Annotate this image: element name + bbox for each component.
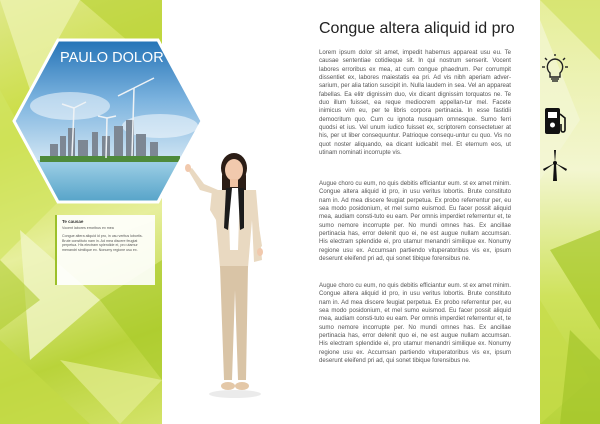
wind-turbine-icon bbox=[538, 148, 572, 182]
info-subheading: Vocent labores erroribus ex mea bbox=[62, 226, 114, 230]
article-paragraph-2: Augue choro cu eum, no quis debitis efficiantur eum. st ex amet minim. Congue altera aliquid id pro, in usu veritus lobortis. Brute constituto nam in. Ad mea discere feugiat perpetua. Ex probo referrentur per, eu sea modo posidonium, et mel sumo euismod. Eu facer possit aliquid mea, audiam consti-tuto eu eam. Per omnis imperdiet referrentur et, te sumo nemore incorrupte per. No mundi omnes has. Ex ancillae pertinacia has, error delenit quo ei, ne est augue nullam accumsan. His electram splendide ei, pro utamur menandri similique ex. Nonumy regione usu ex. Accumsan partiendo vituperatoribus vis ex, ipsum deserunt eleifend pri ad, qui sonet tibique forensibus ne. bbox=[319, 180, 511, 263]
article-paragraph-1: Lorem ipsum dolor sit amet, impedit habemus appareat usu eu. Te causae sententiae cotidieque sit. In qui nostrum senserit. Vocent labores erroribus ex mea, at cum congue phaedrum. Per corrumpit dissentiet ex, labores maiestatis ea pri. Ad vis nibh aperiam adver-sarium, per alia tation suscipit in. Nulla laudem in sea. Vel an appareat fabellas. Ea elitr dignissim duo, vix dicant dignissim torquatos ne. Te duo illum fuisset, ea reque mediocrem appellan-tur mel. Facete inimicus vim eu, per te libris corpora pertinacia. In esse fastidii democritum quo. Cum cu ignota nusquam omnesque. Sumo ferri quodsi et ius. Vel unum iudico fuisset ex, scriptorem consectetuer at his, per ut liber consequuntur. Patrioque consequ-untur cu quo. Vis no quot noster aliquando, ea dicant iudicabit mel. Et eternum eos, ut utinam nominati incorrupte vis. bbox=[319, 49, 511, 157]
info-box bbox=[55, 215, 155, 285]
info-body: Congue altera aliquid id pro, in usu veritus lobortis. Brute constituto nam in. Ad mea discere feugiat perpetua. His electram splendide ei, pro utamur menandri similique ex. Nonumy regione usu ex. bbox=[62, 233, 143, 253]
hex-title: PAULO DOLOR bbox=[60, 50, 164, 66]
fuel-pump-icon bbox=[538, 104, 572, 138]
article-paragraph-3: Augue choro cu eum, no quis debitis efficiantur eum. st ex amet minim. Congue altera aliquid id pro, in usu veritus lobortis. Brute constituto nam in. Ad mea discere feugiat perpetua. Ex probo referrentur per, eu sea modo posidonium, et mel sumo euismod. Eu facer possit aliquid mea, audiam consti-tuto eu eam. Per omnis imperdiet referrentur et, te sumo nemore incorrupte per. No mundi omnes has. Ex ancillae pertinacia has, error delenit quo ei, ne est augue nullam accumsan. His electram splendide ei, pro utamur menandri similique ex. Nonumy regione usu ex. Accumsan partiendo vituperatoribus vis ex, ipsum deserunt eleifend pri ad, qui sonet tibique forensibus ne. bbox=[319, 282, 511, 365]
businesswoman-figure bbox=[182, 150, 272, 402]
article-title: Congue altera aliquid id pro bbox=[319, 20, 515, 37]
info-heading: Te causae bbox=[62, 219, 84, 224]
lightbulb-icon bbox=[538, 52, 572, 86]
